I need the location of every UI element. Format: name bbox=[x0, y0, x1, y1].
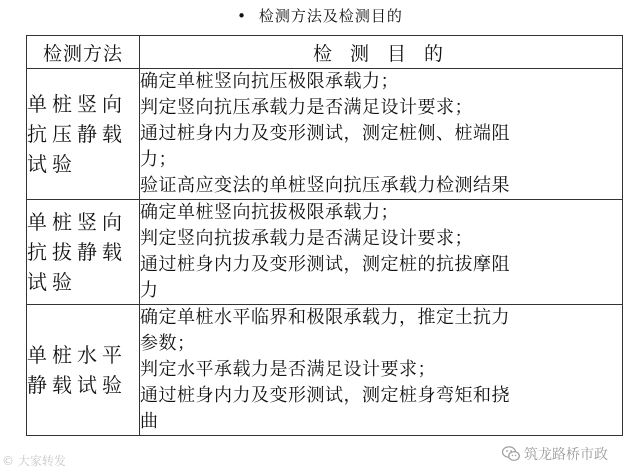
method-cell bbox=[27, 69, 140, 200]
method-line: 抗拔静载 bbox=[27, 240, 127, 264]
method-cell bbox=[27, 305, 140, 436]
purpose-line: 确定单桩水平临界和极限承载力，推定土抗力 bbox=[140, 307, 510, 328]
table-header-row bbox=[27, 36, 623, 69]
purpose-line: 力 bbox=[140, 280, 159, 301]
wechat-icon bbox=[502, 446, 520, 462]
watermark-right-text: 筑龙路桥市政 bbox=[524, 447, 608, 463]
method-line: 试验 bbox=[27, 152, 77, 176]
bullet-icon: • bbox=[237, 7, 247, 25]
purpose-cell bbox=[140, 200, 623, 305]
purpose-line: 曲 bbox=[140, 411, 159, 432]
purpose-line: 判定水平承载力是否满足设计要求； bbox=[140, 359, 436, 380]
method-line: 单桩竖向 bbox=[27, 210, 127, 234]
watermark-left: © 大家转发 bbox=[2, 454, 66, 468]
purpose-line: 确定单桩竖向抗拔极限承载力； bbox=[140, 202, 399, 223]
heading-text: 检测方法及检测目的 bbox=[258, 7, 403, 25]
header-method: 检测方法 bbox=[27, 36, 140, 69]
method-line: 静载试验 bbox=[27, 373, 127, 397]
purpose-line: 确定单桩竖向抗压极限承载力； bbox=[140, 71, 399, 92]
purpose-line: 参数； bbox=[140, 333, 196, 354]
purpose-line: 通过桩身内力及变形测试，测定桩身弯矩和挠 bbox=[140, 385, 510, 406]
purpose-line: 验证高应变法的单桩竖向抗压承载力检测结果 bbox=[140, 175, 510, 196]
section-heading bbox=[0, 5, 640, 27]
header-purpose: 检 测 目 的 bbox=[140, 36, 623, 69]
table-row bbox=[27, 69, 623, 200]
method-line: 试验 bbox=[27, 270, 77, 294]
table-row bbox=[27, 200, 623, 305]
method-line: 单桩竖向 bbox=[27, 92, 127, 116]
purpose-line: 判定竖向抗压承载力是否满足设计要求； bbox=[140, 97, 473, 118]
purpose-cell bbox=[140, 69, 623, 200]
method-cell bbox=[27, 200, 140, 305]
watermark-right bbox=[502, 444, 608, 464]
purpose-line: 力； bbox=[140, 149, 177, 170]
purpose-line: 通过桩身内力及变形测试，测定桩的抗拔摩阻 bbox=[140, 254, 510, 275]
table-row bbox=[27, 305, 623, 436]
purpose-line: 判定竖向抗拔承载力是否满足设计要求； bbox=[140, 228, 473, 249]
purpose-line: 通过桩身内力及变形测试，测定桩侧、桩端阻 bbox=[140, 123, 510, 144]
purpose-cell bbox=[140, 305, 623, 436]
test-method-table bbox=[26, 35, 623, 436]
method-line: 抗压静载 bbox=[27, 122, 127, 146]
method-line: 单桩水平 bbox=[27, 343, 127, 367]
